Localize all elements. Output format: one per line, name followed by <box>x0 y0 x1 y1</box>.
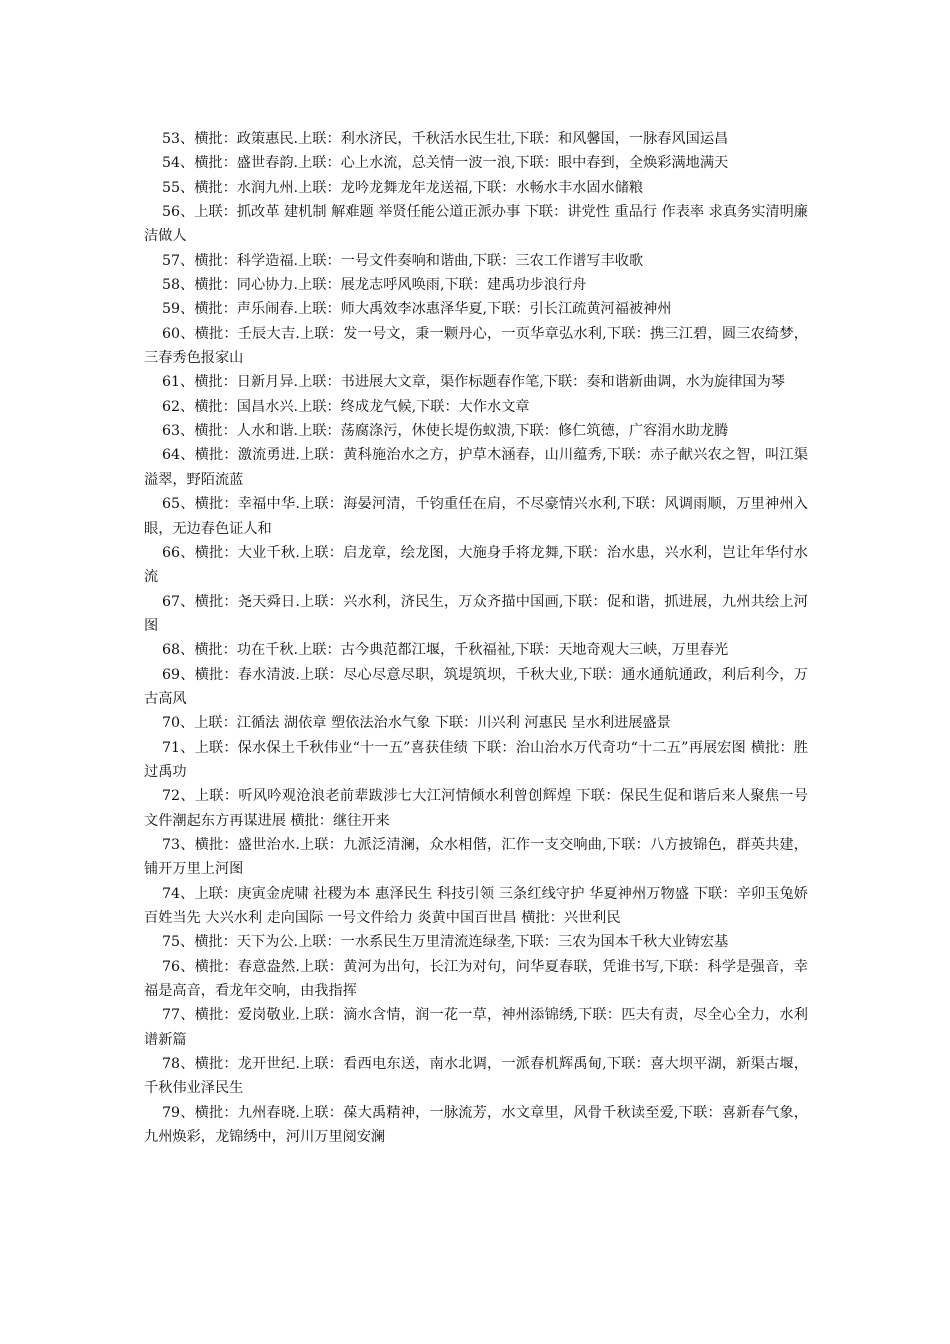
couplet-entry: 68、横批：功在千秋.上联：古今典范都江堰，千秋福祉,下联：天地奇观大三峡，万里春光 <box>162 642 729 659</box>
couplet-entry: 67、横批：尧天舜日.上联：兴水利，济民生，万众齐描中国画,下联：促和谐，抓进展，九州共绘上河图 <box>144 593 808 634</box>
couplet-entry: 64、横批：激流勇进.上联：黄科施治水之方，护草木涵春，山川蕴秀,下联：赤子献兴农之智，叫江渠溢翠，野陌流蓝 <box>144 447 808 488</box>
couplet-entry: 63、横批：人水和谐.上联：荡腐涤污，休使长堤伤蚁溃,下联：修仁筑德，广容涓水助龙腾 <box>162 423 729 440</box>
couplet-entry: 78、横批：龙开世纪.上联：看西电东送，南水北调，一派春机辉禹甸,下联：喜大坝平湖，新渠古堰，千秋伟业泽民生 <box>144 1056 808 1097</box>
couplet-entry: 77、横批：爱岗敬业.上联：滴水含情，润一花一草，神州添锦绣,下联：匹夫有责，尽全心全力，水利谱新篇 <box>144 1007 808 1048</box>
couplet-entry: 70、上联：江循法 湖依章 塑依法治水气象 下联：川兴利 河惠民 呈水利进展盛景 <box>162 715 671 732</box>
couplet-entry: 69、横批：春水清波.上联：尽心尽意尽职，筑堤筑坝，千秋大业,下联：通水通航通政，利后利今，万古高风 <box>144 666 808 707</box>
couplet-entry: 76、横批：春意盎然.上联：黄河为出句，长江为对句，问华夏春联，凭谁书写,下联：科学是强音，幸福是高音，看龙年交响，由我指挥 <box>144 958 808 1000</box>
couplet-entry: 72、上联：听风吟观沧浪老前辈跋涉七大江河情倾水利曾创辉煌 下联：保民生促和谐后来人聚焦一号文件潮起东方再谋进展 横批：继往开来 <box>144 788 808 829</box>
couplet-entry: 79、横批：九州春晓.上联：葆大禹精神，一脉流芳，水文章里，风骨千秋读至爱,下联：喜新春气象，九州焕彩，龙锦绣中，河川万里阅安澜 <box>144 1104 808 1146</box>
couplet-entry: 60、横批：壬辰大吉.上联：发一号文，秉一颗丹心，一页华章弘水利,下联：携三江碧，圆三农绮梦，三春秀色报家山 <box>144 325 808 367</box>
couplet-entry: 65、横批：幸福中华.上联：海晏河清，千钧重任在肩，不尽豪情兴水利,下联：风调雨顺，万里神州入眼，无边春色证人和 <box>144 496 808 537</box>
couplet-entry: 71、上联：保水保土千秋伟业“十一五”喜获佳绩 下联：治山治水万代奇功“十二五”再展宏图 横批：胜过禹功 <box>144 739 808 780</box>
couplet-entry: 66、横批：大业千秋.上联：启龙章，绘龙图，大施身手将龙舞,下联：治水患，兴水利，岂让年华付水流 <box>144 544 808 586</box>
couplet-entry: 54、横批：盛世春韵.上联：心上水流，总关情一波一浪,下联：眼中春到，全焕彩满地满天 <box>162 155 729 172</box>
couplet-entry: 55、横批：水润九州.上联：龙吟龙舞龙年龙送福,下联：水畅水丰水固水储粮 <box>162 179 644 196</box>
couplet-entry: 56、上联：抓改革 建机制 解难题 举贤任能公道正派办事 下联：讲党性 重品行 作表率 求真务实清明廉洁做人 <box>144 204 808 245</box>
couplet-entry: 57、横批：科学造福.上联：一号文件奏响和谐曲,下联：三农工作谱写丰收歌 <box>162 252 644 269</box>
couplet-entry: 59、横批：声乐闹春.上联：师大禹效李冰惠泽华夏,下联：引长江疏黄河福被神州 <box>162 301 672 318</box>
couplet-entry: 58、横批：同心协力.上联：展龙志呼风唤雨,下联：建禹功步浪行舟 <box>162 277 587 294</box>
couplet-entry: 73、横批：盛世治水.上联：九派泛清澜，众水相偕，汇作一支交响曲,下联：八方披锦色，群英共建，铺开万里上河图 <box>144 836 808 878</box>
couplet-entry: 61、横批：日新月异.上联：书进展大文章，渠作标题春作笔,下联：奏和谐新曲调，水为旋律国为琴 <box>162 374 785 391</box>
couplet-entry: 74、上联：庚寅金虎啸 社稷为本 惠泽民生 科技引领 三条红线守护 华夏神州万物盛 下联：辛卯玉兔娇 百姓当先 大兴水利 走向国际 一号文件给力 炎黄中国百世昌 横批：兴世利民 <box>144 885 808 926</box>
couplet-entry: 75、横批：天下为公.上联：一水系民生万里清流连绿垄,下联：三农为国本千秋大业铸宏基 <box>162 934 729 951</box>
couplet-entry: 62、横批：国昌水兴.上联：终成龙气候,下联：大作水文章 <box>162 398 530 415</box>
couplet-entry: 53、横批：政策惠民.上联：利水济民，千秋活水民生壮,下联：和风馨国，一脉春风国运昌 <box>162 131 729 147</box>
document-body <box>144 127 808 1149</box>
